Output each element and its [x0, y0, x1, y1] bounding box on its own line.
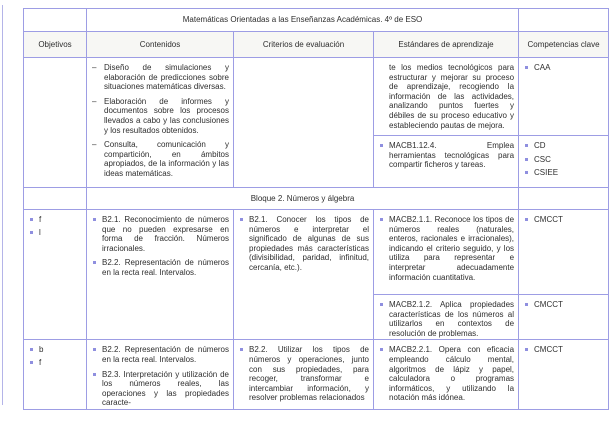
criterio-text: B2.1. Conocer los tipos de números e interpretar el significado de algunas de sus propiedades más características (divisibilidad, paridad, infinitud, cercanía, etc.). [249, 215, 369, 272]
contenido-text: Consulta, comunicación y compartición, en ámbitos apropiados, de la información y las ideas matemáticas. [104, 140, 229, 178]
bullet-square-icon [525, 303, 528, 306]
list-item [92, 63, 229, 92]
list-item [92, 345, 229, 364]
col-header-contenidos: Contenidos [87, 32, 234, 58]
cell-estandares-row1b [374, 136, 519, 188]
bullet-square-icon [380, 348, 383, 351]
table-row [24, 58, 609, 136]
dash-marker-icon: – [92, 96, 97, 106]
cell-estandares-row1a [374, 58, 519, 136]
cell-criterios-row2 [234, 210, 374, 340]
list-item [524, 155, 604, 165]
cell-objetivos-row3 [24, 340, 87, 410]
col-header-estandares: Estándares de aprendizaje [374, 32, 519, 58]
competencia-text: CSC [534, 154, 551, 164]
list-item [524, 63, 604, 73]
block-header-row [24, 188, 609, 210]
cell-competencias-row1b [519, 136, 609, 188]
cell-contenidos-row2 [87, 210, 234, 340]
contenido-text: Elaboración de informes y documentos sobre los procesos llevados a cabo y las conclusiones y los resultados obtenidos. [104, 96, 229, 135]
table-title: Matemáticas Orientadas a las Enseñanzas Académicas. 4º de ESO [87, 9, 519, 32]
cell-contenidos-row3 [87, 340, 234, 410]
contenido-text: B2.2. Representación de números en la recta real. Intervalos. [102, 258, 229, 277]
competencia-text: CMCCT [534, 300, 563, 309]
bullet-square-icon [525, 348, 528, 351]
criterio-text: B2.2. Utilizar los tipos de números y operaciones, junto con sus propiedades, para recoger, transformar e intercambiar información, y resolver problemas relacionados [249, 345, 369, 403]
estandar-text: MACB1.12.4. Emplea herramientas tecnológicas para compartir ficheros y tareas. [389, 141, 515, 170]
list-item [524, 141, 604, 151]
bullet-square-icon [93, 218, 96, 221]
bullet-square-icon [525, 144, 528, 147]
col-header-objetivos: Objetivos [24, 32, 87, 58]
bullet-square-icon [30, 361, 33, 364]
cell-objetivos-row2 [24, 210, 87, 340]
list-item [524, 168, 604, 178]
list-item [29, 358, 82, 368]
block-header-title: Bloque 2. Números y álgebra [87, 188, 519, 210]
objetivo-letter: f [39, 215, 42, 224]
bullet-square-icon [93, 373, 96, 376]
competencia-text: CMCCT [534, 345, 563, 355]
cell-competencias-row2a [519, 210, 609, 295]
list-item [92, 140, 229, 178]
column-header-row [24, 32, 609, 58]
cell-competencias-row2b [519, 295, 609, 340]
title-row-empty-right [519, 9, 609, 32]
list-item [379, 345, 514, 403]
list-item [92, 215, 229, 253]
table-row [24, 340, 609, 410]
cell-criterios-row1 [234, 58, 374, 188]
estandar-continuation-text: te los medios tecnológicos para estructurar y mejorar su proceso de aprendizaje, recogiendo la información de las actividades, analizando puntos fuertes y débiles de su proceso educativo y estableciendo pautas de mejora. [389, 63, 515, 130]
bullet-square-icon [30, 218, 33, 221]
dash-marker-icon: – [92, 140, 97, 150]
objetivo-letter: b [39, 345, 44, 355]
list-item [92, 97, 229, 135]
block-row-empty-left [24, 188, 87, 210]
cell-objetivos-row1 [24, 58, 87, 188]
bullet-square-icon [30, 231, 33, 234]
dash-marker-icon: – [92, 63, 97, 72]
estandar-text: MACB2.1.1. Reconoce los tipos de números reales (naturales, enteros, racionales e irracionales), indicando el criterio seguido, y los utiliza para representar e interpretar adecuadamente información cuantitativa. [389, 215, 515, 282]
bullet-square-icon [380, 218, 383, 221]
bullet-square-icon [380, 303, 383, 306]
competencia-text: CAA [534, 63, 551, 72]
list-item [524, 215, 604, 225]
list-item [524, 345, 604, 355]
cell-contenidos-row1 [87, 58, 234, 188]
cell-competencias-row1a [519, 58, 609, 136]
list-item [92, 370, 229, 408]
bullet-square-icon [525, 218, 528, 221]
competencia-text: CSIEE [534, 168, 559, 178]
contenido-text: B2.3. Interpretación y utilización de los números reales, las operaciones y las propiedades caracte- [102, 369, 229, 408]
col-header-competencias: Competencias clave [519, 32, 609, 58]
list-item [379, 215, 514, 282]
block-row-empty-right [519, 188, 609, 210]
cell-estandares-row3 [374, 340, 519, 410]
list-item [379, 141, 514, 170]
list-item [29, 345, 82, 355]
list-item [239, 215, 369, 273]
bullet-square-icon [525, 171, 528, 174]
bullet-square-icon [93, 348, 96, 351]
title-row-empty-left [24, 9, 87, 32]
estandar-text: MACB2.2.1. Opera con eficacia empleando cálculo mental, algoritmos de lápiz y papel, calculadora o programas informáticos, y utilizando la notación más idónea. [389, 345, 515, 403]
contenido-text: B2.2. Representación de números en la recta real. Intervalos. [102, 345, 229, 364]
competencia-text: CD [534, 141, 546, 150]
list-item [29, 215, 82, 225]
list-item [92, 258, 229, 277]
list-item [239, 345, 369, 403]
curriculum-table [23, 8, 609, 410]
title-row [24, 9, 609, 32]
list-item [29, 228, 82, 238]
bullet-square-icon [525, 66, 528, 69]
bullet-square-icon [93, 261, 96, 264]
objetivo-letter: l [39, 227, 41, 237]
contenido-text: B2.1. Reconocimiento de números que no pueden expresarse en forma de fracción. Números irracionales. [102, 215, 229, 253]
bullet-square-icon [30, 348, 33, 351]
cell-competencias-row3 [519, 340, 609, 410]
table-row [24, 210, 609, 295]
contenido-text: Diseño de simulaciones y elaboración de predicciones sobre situaciones matemáticas diversas. [104, 63, 229, 92]
col-header-criterios: Criterios de evaluación [234, 32, 374, 58]
cell-estandares-row2b [374, 295, 519, 340]
estandar-text: MACB2.1.2. Aplica propiedades características de los números al utilizarlos en contextos de resolución de problemas. [389, 300, 515, 338]
competencia-text: CMCCT [534, 215, 563, 224]
bullet-square-icon [525, 158, 528, 161]
objetivo-letter: f [39, 357, 42, 367]
page-left-edge-line [2, 5, 3, 405]
list-item [524, 300, 604, 310]
bullet-square-icon [240, 218, 243, 221]
list-item [379, 300, 514, 338]
cell-estandares-row2a [374, 210, 519, 295]
bullet-square-icon [240, 348, 243, 351]
cell-criterios-row3 [234, 340, 374, 410]
bullet-square-icon [380, 144, 383, 147]
